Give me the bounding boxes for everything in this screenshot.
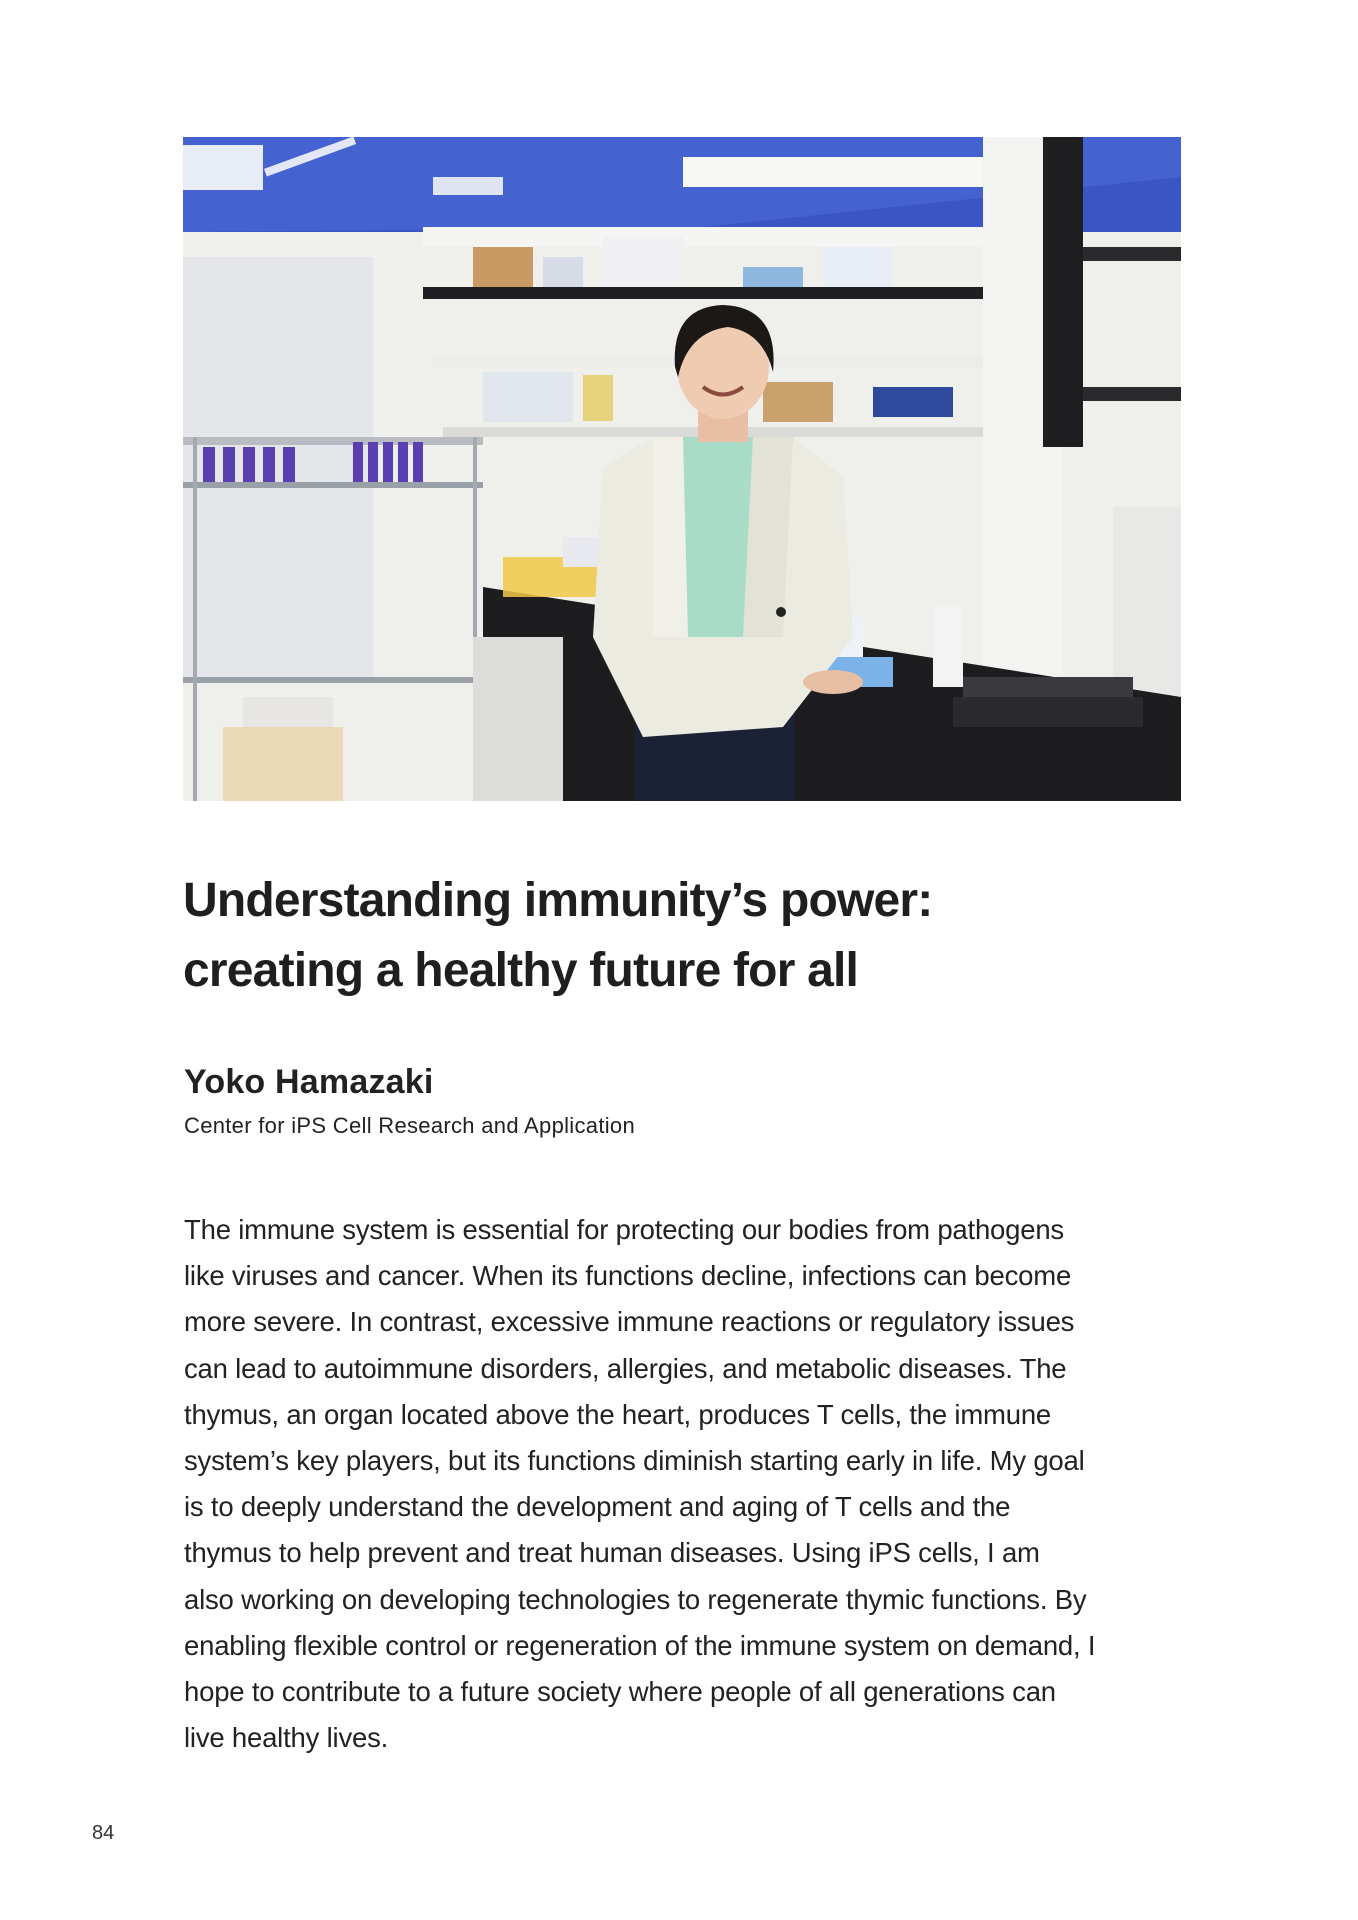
author-name: Yoko Hamazaki <box>184 1063 434 1101</box>
body-line: live healthy lives. <box>184 1722 389 1754</box>
body-line: more severe. In contrast, excessive immune reactions or regulatory issues <box>184 1306 1075 1338</box>
body-line: like viruses and cancer. When its functions decline, infections can become <box>184 1260 1072 1292</box>
body-line: The immune system is essential for protecting our bodies from pathogens <box>184 1214 1064 1245</box>
title-line: Understanding immunity’s power: <box>183 874 933 927</box>
body-line: hope to contribute to a future society where people of all generations can <box>184 1676 1056 1708</box>
article-title <box>183 866 1183 1006</box>
body-line: enabling flexible control or regeneration of the immune system on demand, I <box>184 1629 1096 1661</box>
body-line: also working on developing technologies to regenerate thymic functions. By <box>184 1583 1087 1615</box>
page-number: 84 <box>92 1822 115 1844</box>
article-body <box>184 1207 1184 1761</box>
author-affiliation: Center for iPS Cell Research and Application <box>184 1113 635 1138</box>
body-line: system’s key players, but its functions diminish starting early in life. My goal <box>184 1445 1085 1477</box>
title-line: creating a healthy future for all <box>183 944 859 997</box>
photo-illustration <box>183 137 1181 801</box>
lab-portrait-photo <box>183 137 1181 801</box>
body-line: thymus, an organ located above the heart, produces T cells, the immune <box>184 1398 1052 1430</box>
body-line: thymus to help prevent and treat human diseases. Using iPS cells, I am <box>184 1537 1040 1569</box>
body-line: can lead to autoimmune disorders, allergies, and metabolic diseases. The <box>184 1352 1067 1384</box>
body-line: is to deeply understand the development and aging of T cells and the <box>184 1491 1011 1523</box>
